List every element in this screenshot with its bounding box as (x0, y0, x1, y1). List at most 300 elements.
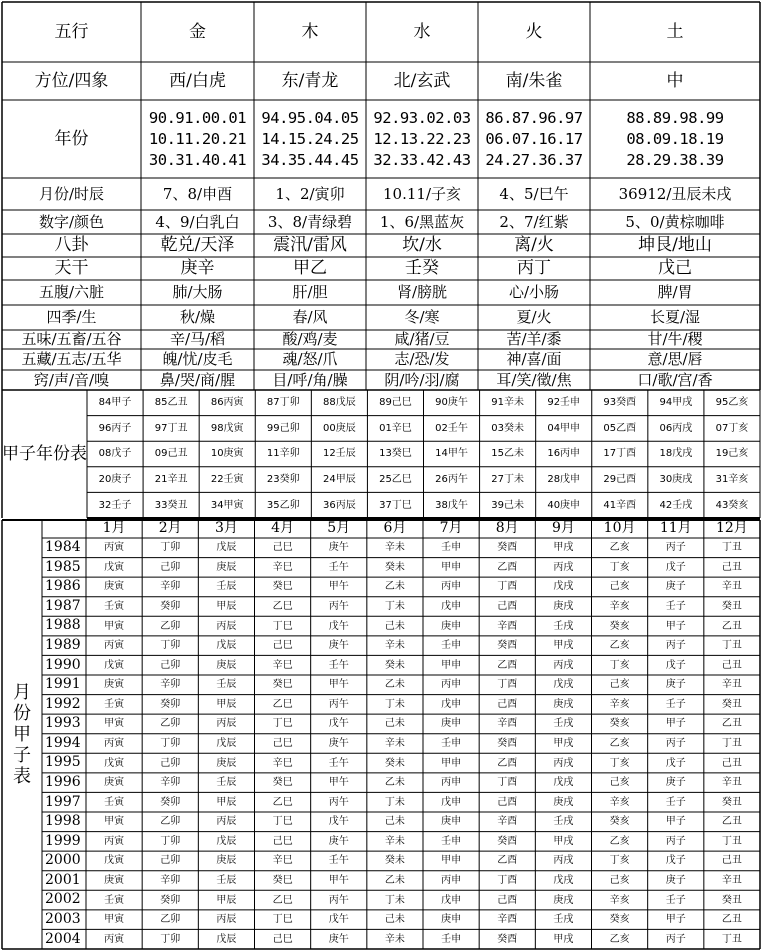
month-cell: 甲午 (328, 581, 349, 593)
month-cell: 壬午 (328, 659, 349, 671)
year-label: 1993 (45, 715, 81, 732)
month-cell: 庚午 (328, 542, 349, 554)
month-header: 4月 (271, 520, 295, 537)
jiazi-cell: 92壬申 (547, 397, 581, 409)
jiazi-table-label: 甲子年份表 (2, 443, 87, 464)
month-cell: 丙午 (328, 796, 349, 808)
jiazi-cell: 06丙戌 (659, 422, 693, 434)
month-cell: 甲戌 (553, 835, 574, 847)
month-cell: 乙丑 (721, 620, 742, 632)
month-cell: 壬申 (441, 933, 462, 945)
month-cell: 辛丑 (721, 581, 742, 593)
month-cell: 庚寅 (104, 679, 125, 691)
month-cell: 癸卯 (160, 600, 181, 612)
month-cell: 乙卯 (160, 620, 181, 632)
month-cell: 辛亥 (609, 698, 630, 710)
month-cell: 戊戌 (553, 777, 574, 789)
month-cell: 癸酉 (497, 933, 518, 945)
month-header: 9月 (551, 520, 575, 537)
jiazi-cell: 42壬戌 (659, 499, 693, 511)
cell-zangfu-2: 肾/膀胱 (396, 283, 448, 302)
month-cell: 己亥 (609, 581, 630, 593)
month-cell: 乙酉 (497, 659, 518, 671)
jiazi-cell: 37丁巳 (379, 499, 412, 511)
month-cell: 癸酉 (497, 737, 518, 749)
cell-tiangan-1: 甲乙 (293, 258, 327, 279)
month-cell: 己卯 (160, 561, 181, 573)
month-cell: 庚子 (665, 777, 686, 789)
month-cell: 癸巳 (272, 777, 293, 789)
month-cell: 辛卯 (160, 874, 181, 886)
month-cell: 己酉 (497, 600, 518, 612)
month-cell: 庚戌 (553, 894, 574, 906)
jiazi-cell: 29己酉 (603, 474, 637, 486)
month-cell: 丙申 (441, 581, 462, 593)
month-cell: 丙戌 (553, 659, 574, 671)
cell-yuefen-4: 36912/丑辰未戌 (618, 184, 732, 203)
cell-siji-0: 秋/燥 (179, 308, 216, 327)
jiazi-cell: 24甲辰 (323, 474, 356, 486)
cell-fangwei-0: 西/白虎 (169, 70, 226, 91)
cell-bagua-0: 乾兑/天泽 (160, 235, 235, 256)
month-cell: 辛巳 (272, 561, 293, 573)
month-cell: 壬戌 (553, 914, 574, 926)
month-cell: 乙丑 (721, 816, 742, 828)
month-cell: 乙丑 (721, 914, 742, 926)
cell-nianfen-3 (478, 100, 590, 178)
cell-shuzi-2: 1、6/黑蓝灰 (379, 212, 465, 231)
month-cell: 己巳 (272, 933, 293, 945)
month-cell: 丁卯 (160, 737, 181, 749)
month-cell: 丁丑 (721, 640, 742, 652)
month-cell: 壬辰 (216, 874, 237, 886)
cell-tiangan-2: 壬癸 (405, 258, 439, 279)
month-cell: 庚辰 (216, 561, 237, 573)
month-cell: 辛巳 (272, 757, 293, 769)
month-cell: 癸亥 (609, 620, 630, 632)
month-cell: 己酉 (497, 796, 518, 808)
month-cell: 乙巳 (272, 796, 293, 808)
jiazi-cell: 04甲申 (547, 422, 581, 434)
month-cell: 甲寅 (104, 914, 125, 926)
cell-qiao-3: 耳/笑/徵/焦 (496, 370, 572, 389)
year-line: 34.35.44.45 (261, 150, 359, 169)
year-line: 32.33.42.43 (373, 150, 471, 169)
month-cell: 壬子 (665, 894, 686, 906)
month-cell: 甲子 (665, 914, 686, 926)
month-cell: 壬申 (441, 542, 462, 554)
jiazi-cell: 90庚午 (435, 397, 468, 409)
jiazi-cell: 00庚辰 (323, 422, 356, 434)
year-label: 1997 (45, 793, 81, 810)
month-cell: 甲午 (328, 874, 349, 886)
label-char: 份 (13, 703, 31, 724)
month-cell: 乙亥 (609, 542, 630, 554)
jiazi-cell: 11辛卯 (266, 448, 300, 460)
month-cell: 戊寅 (104, 561, 125, 573)
month-cell: 戊子 (665, 561, 686, 573)
cell-yuefen-2: 10.11/子亥 (383, 184, 461, 203)
month-cell: 壬申 (441, 640, 462, 652)
month-cell: 丁亥 (609, 757, 630, 769)
month-cell: 戊申 (441, 698, 462, 710)
month-cell: 癸巳 (272, 581, 293, 593)
jiazi-cell: 28戊申 (547, 474, 581, 486)
month-cell: 庚寅 (104, 581, 125, 593)
month-cell: 壬戌 (553, 718, 574, 730)
month-cell: 辛卯 (160, 581, 181, 593)
month-cell: 辛未 (384, 835, 405, 847)
month-cell: 辛未 (384, 640, 405, 652)
month-cell: 丁亥 (609, 659, 630, 671)
month-cell: 戊申 (441, 796, 462, 808)
cell-shuzi-1: 3、8/青绿碧 (267, 212, 353, 231)
month-cell: 己巳 (272, 835, 293, 847)
month-header: 6月 (383, 520, 407, 537)
year-line: 10.11.20.21 (148, 129, 247, 148)
month-cell: 庚申 (441, 816, 462, 828)
year-label: 1999 (45, 832, 81, 849)
jiazi-cell: 85乙丑 (154, 397, 188, 409)
month-cell: 甲午 (328, 777, 349, 789)
year-label: 1995 (45, 754, 81, 771)
jiazi-cell: 39己未 (491, 499, 524, 511)
jiazi-cell: 95乙亥 (715, 397, 749, 409)
month-cell: 丁未 (384, 600, 405, 612)
month-header: 5月 (327, 520, 351, 537)
label-char: 甲 (13, 724, 31, 745)
month-cell: 戊戌 (553, 874, 574, 886)
month-cell: 丁亥 (609, 855, 630, 867)
month-cell: 戊辰 (216, 835, 237, 847)
year-line: 06.07.16.17 (485, 129, 583, 148)
year-line: 92.93.02.03 (373, 108, 471, 127)
cell-wuxing-1: 木 (301, 21, 319, 42)
month-cell: 甲申 (441, 757, 462, 769)
month-cell: 乙未 (384, 777, 405, 789)
label-char: 表 (13, 766, 31, 787)
jiazi-cell: 21辛丑 (154, 474, 188, 486)
month-cell: 庚子 (665, 581, 686, 593)
jiazi-cell: 91辛未 (491, 397, 524, 409)
month-cell: 丙寅 (104, 640, 125, 652)
month-cell: 戊辰 (216, 737, 237, 749)
cell-siji-4: 长夏/湿 (649, 308, 701, 327)
year-label: 1991 (45, 676, 81, 693)
month-cell: 乙巳 (272, 698, 293, 710)
month-cell: 甲辰 (216, 698, 237, 710)
cell-fangwei-3: 南/朱雀 (505, 70, 563, 91)
cell-tiangan-4: 戊己 (658, 258, 692, 279)
month-cell: 丙戌 (553, 855, 574, 867)
month-cell: 丁丑 (721, 542, 742, 554)
row-label-shuzi: 数字/颜色 (38, 212, 105, 231)
month-cell: 乙巳 (272, 600, 293, 612)
month-cell: 己巳 (272, 640, 293, 652)
month-cell: 丙申 (441, 777, 462, 789)
month-cell: 庚戌 (553, 698, 574, 710)
month-cell: 丙辰 (216, 816, 237, 828)
jiazi-cell: 89己巳 (379, 397, 412, 409)
month-cell: 己亥 (609, 874, 630, 886)
jiazi-cell: 03癸未 (491, 422, 524, 434)
month-cell: 戊申 (441, 894, 462, 906)
year-line: 08.09.18.19 (626, 129, 724, 148)
row-label-qiao: 窍/声/音/嗅 (33, 370, 110, 389)
jiazi-cell: 97丁丑 (154, 422, 188, 434)
cell-qiao-2: 阴/吟/羽/腐 (384, 370, 460, 389)
month-cell: 癸丑 (721, 698, 742, 710)
month-cell: 甲戌 (553, 640, 574, 652)
month-cell: 辛丑 (721, 874, 742, 886)
jiazi-cell: 96丙子 (98, 422, 132, 434)
month-cell: 己卯 (160, 659, 181, 671)
jiazi-cell: 15乙未 (491, 448, 524, 460)
month-cell: 戊子 (665, 659, 686, 671)
row-label-yuefen: 月份/时辰 (38, 184, 105, 203)
month-cell: 甲申 (441, 659, 462, 671)
month-header: 10月 (603, 520, 636, 537)
row-label-tiangan: 天干 (54, 258, 89, 279)
month-cell: 辛酉 (497, 620, 518, 632)
month-cell: 庚午 (328, 835, 349, 847)
month-header: 12月 (715, 520, 748, 537)
month-cell: 乙卯 (160, 816, 181, 828)
year-label: 2004 (45, 930, 81, 947)
cell-wuxing-0: 金 (189, 21, 206, 42)
month-cell: 己巳 (272, 737, 293, 749)
cell-tiangan-3: 丙丁 (517, 258, 551, 279)
jiazi-cell: 87丁卯 (266, 397, 300, 409)
month-cell: 壬午 (328, 561, 349, 573)
month-cell: 丁丑 (721, 737, 742, 749)
year-label: 2003 (45, 910, 81, 927)
jiazi-cell: 25乙巳 (379, 474, 412, 486)
month-cell: 丁卯 (160, 835, 181, 847)
month-cell: 戊午 (328, 914, 349, 926)
month-cell: 癸巳 (272, 874, 293, 886)
month-cell: 丁丑 (721, 933, 742, 945)
month-cell: 丙戌 (553, 757, 574, 769)
month-cell: 癸丑 (721, 796, 742, 808)
month-cell: 辛酉 (497, 718, 518, 730)
row-label-siji: 四季/生 (46, 308, 97, 327)
cell-wuzang-1: 魂/怒/爪 (282, 350, 338, 369)
cell-qiao-1: 目/呼/角/臊 (272, 370, 348, 389)
month-cell: 丙寅 (104, 835, 125, 847)
month-cell: 乙卯 (160, 914, 181, 926)
year-label: 1984 (45, 539, 81, 556)
month-cell: 癸丑 (721, 894, 742, 906)
year-label: 2002 (45, 891, 81, 908)
jiazi-cell: 14甲午 (435, 448, 468, 460)
month-cell: 甲申 (441, 561, 462, 573)
year-label: 1990 (45, 656, 81, 673)
year-line: 88.89.98.99 (626, 108, 724, 127)
month-cell: 癸卯 (160, 698, 181, 710)
month-cell: 甲寅 (104, 718, 125, 730)
month-cell: 乙未 (384, 874, 405, 886)
month-cell: 辛未 (384, 737, 405, 749)
month-cell: 丁未 (384, 698, 405, 710)
cell-qiao-0: 鼻/哭/商/腥 (159, 370, 236, 389)
jiazi-cell: 09己丑 (154, 448, 188, 460)
month-cell: 己未 (384, 620, 405, 632)
month-header: 7月 (439, 520, 463, 537)
month-cell: 癸卯 (160, 894, 181, 906)
jiazi-cell: 01辛巳 (379, 422, 412, 434)
jiazi-cell: 88戊辰 (323, 397, 356, 409)
month-cell: 乙亥 (609, 640, 630, 652)
month-cell: 戊辰 (216, 640, 237, 652)
cell-nianfen-2 (366, 100, 478, 178)
month-cell: 壬子 (665, 796, 686, 808)
month-cell: 丁酉 (497, 874, 518, 886)
jiazi-cell: 94甲戌 (659, 397, 693, 409)
year-label: 1996 (45, 773, 81, 790)
month-cell: 丙申 (441, 679, 462, 691)
month-cell: 壬辰 (216, 679, 237, 691)
jiazi-cell: 99己卯 (266, 422, 300, 434)
month-cell: 己亥 (609, 679, 630, 691)
year-label: 1998 (45, 813, 81, 830)
cell-zangfu-3: 心/小肠 (508, 283, 560, 302)
month-cell: 丁巳 (272, 620, 293, 632)
jiazi-cell: 36丙辰 (323, 499, 356, 511)
cell-wuxing-2: 水 (413, 21, 431, 42)
month-cell: 乙亥 (609, 835, 630, 847)
cell-wuzang-2: 志/恐/发 (394, 350, 450, 369)
cell-fangwei-4: 中 (666, 70, 684, 91)
year-label: 1985 (45, 558, 81, 575)
month-cell: 庚子 (665, 874, 686, 886)
jiazi-cell: 98戊寅 (210, 422, 244, 434)
month-cell: 乙巳 (272, 894, 293, 906)
month-cell: 壬午 (328, 757, 349, 769)
cell-wuwei-2: 咸/猪/豆 (394, 330, 450, 349)
month-cell: 庚戌 (553, 796, 574, 808)
month-cell: 癸未 (384, 561, 405, 573)
month-cell: 壬子 (665, 698, 686, 710)
jiazi-cell: 12壬辰 (323, 448, 356, 460)
cell-yuefen-0: 7、8/申酉 (162, 184, 233, 203)
month-cell: 戊戌 (553, 679, 574, 691)
month-cell: 丁酉 (497, 679, 518, 691)
month-cell: 戊子 (665, 855, 686, 867)
month-cell: 庚申 (441, 620, 462, 632)
month-cell: 己丑 (721, 855, 742, 867)
month-cell: 庚申 (441, 718, 462, 730)
month-cell: 癸丑 (721, 600, 742, 612)
month-cell: 丁卯 (160, 542, 181, 554)
month-cell: 甲子 (665, 620, 686, 632)
month-cell: 乙卯 (160, 718, 181, 730)
month-cell: 壬申 (441, 737, 462, 749)
year-line: 30.31.40.41 (148, 150, 247, 169)
year-line: 86.87.96.97 (485, 108, 583, 127)
month-cell: 癸酉 (497, 640, 518, 652)
month-cell: 己酉 (497, 698, 518, 710)
month-cell: 癸酉 (497, 835, 518, 847)
cell-wuwei-3: 苦/羊/黍 (506, 330, 562, 349)
label-char: 子 (13, 745, 31, 766)
month-cell: 戊午 (328, 816, 349, 828)
jiazi-cell: 08戊子 (98, 448, 132, 460)
month-cell: 丁亥 (609, 561, 630, 573)
cell-nianfen-0 (141, 100, 254, 178)
month-cell: 甲寅 (104, 816, 125, 828)
year-line: 14.15.24.25 (261, 129, 359, 148)
jiazi-cell: 41辛酉 (603, 499, 637, 511)
month-cell: 癸亥 (609, 718, 630, 730)
month-cell: 丙午 (328, 600, 349, 612)
cell-shuzi-4: 5、0/黄棕咖啡 (625, 212, 725, 231)
jiazi-cell: 22壬寅 (210, 474, 244, 486)
jiazi-cell: 27丁未 (491, 474, 524, 486)
year-label: 1989 (45, 636, 81, 653)
year-label: 1992 (45, 695, 81, 712)
month-cell: 己丑 (721, 659, 742, 671)
month-cell: 癸未 (384, 659, 405, 671)
month-cell: 甲辰 (216, 894, 237, 906)
jiazi-cell: 19己亥 (715, 448, 749, 460)
month-cell: 癸亥 (609, 914, 630, 926)
cell-fangwei-2: 北/玄武 (393, 70, 451, 91)
jiazi-cell: 23癸卯 (266, 474, 300, 486)
month-cell: 己未 (384, 914, 405, 926)
month-cell: 丁酉 (497, 777, 518, 789)
month-cell: 己丑 (721, 561, 742, 573)
cell-fangwei-1: 东/青龙 (281, 70, 339, 91)
month-cell: 乙酉 (497, 757, 518, 769)
cell-siji-2: 冬/寒 (404, 308, 440, 327)
month-cell: 丙寅 (104, 933, 125, 945)
month-cell: 丁丑 (721, 835, 742, 847)
jiazi-cell: 13癸巳 (379, 448, 412, 460)
month-cell: 戊寅 (104, 757, 125, 769)
month-cell: 丙子 (665, 835, 686, 847)
month-cell: 辛未 (384, 933, 405, 945)
month-cell: 甲子 (665, 718, 686, 730)
month-cell: 壬戌 (553, 816, 574, 828)
month-cell: 庚午 (328, 640, 349, 652)
jiazi-cell: 43癸亥 (715, 499, 749, 511)
month-cell: 壬辰 (216, 777, 237, 789)
month-cell: 庚午 (328, 933, 349, 945)
month-cell: 丁酉 (497, 581, 518, 593)
month-cell: 壬寅 (104, 600, 125, 612)
cell-wuwei-1: 酸/鸡/麦 (282, 330, 338, 349)
month-cell: 乙亥 (609, 737, 630, 749)
jiazi-cell: 18戊戌 (659, 448, 693, 460)
cell-zangfu-1: 肝/胆 (292, 283, 328, 302)
cell-nianfen-4 (590, 100, 760, 178)
jiazi-cell: 31辛亥 (715, 474, 749, 486)
month-cell: 甲寅 (104, 620, 125, 632)
month-cell: 戊午 (328, 620, 349, 632)
jiazi-cell: 07丁亥 (715, 422, 749, 434)
month-cell: 辛巳 (272, 659, 293, 671)
jiazi-cell: 33癸丑 (154, 499, 188, 511)
cell-wuwei-0: 辛/马/稻 (169, 330, 226, 349)
month-cell: 己未 (384, 718, 405, 730)
month-cell: 辛亥 (609, 796, 630, 808)
month-cell: 己巳 (272, 542, 293, 554)
month-cell: 庚辰 (216, 855, 237, 867)
month-cell: 癸未 (384, 757, 405, 769)
jiazi-cell: 35乙卯 (266, 499, 300, 511)
jiazi-cell: 84甲子 (98, 397, 132, 409)
